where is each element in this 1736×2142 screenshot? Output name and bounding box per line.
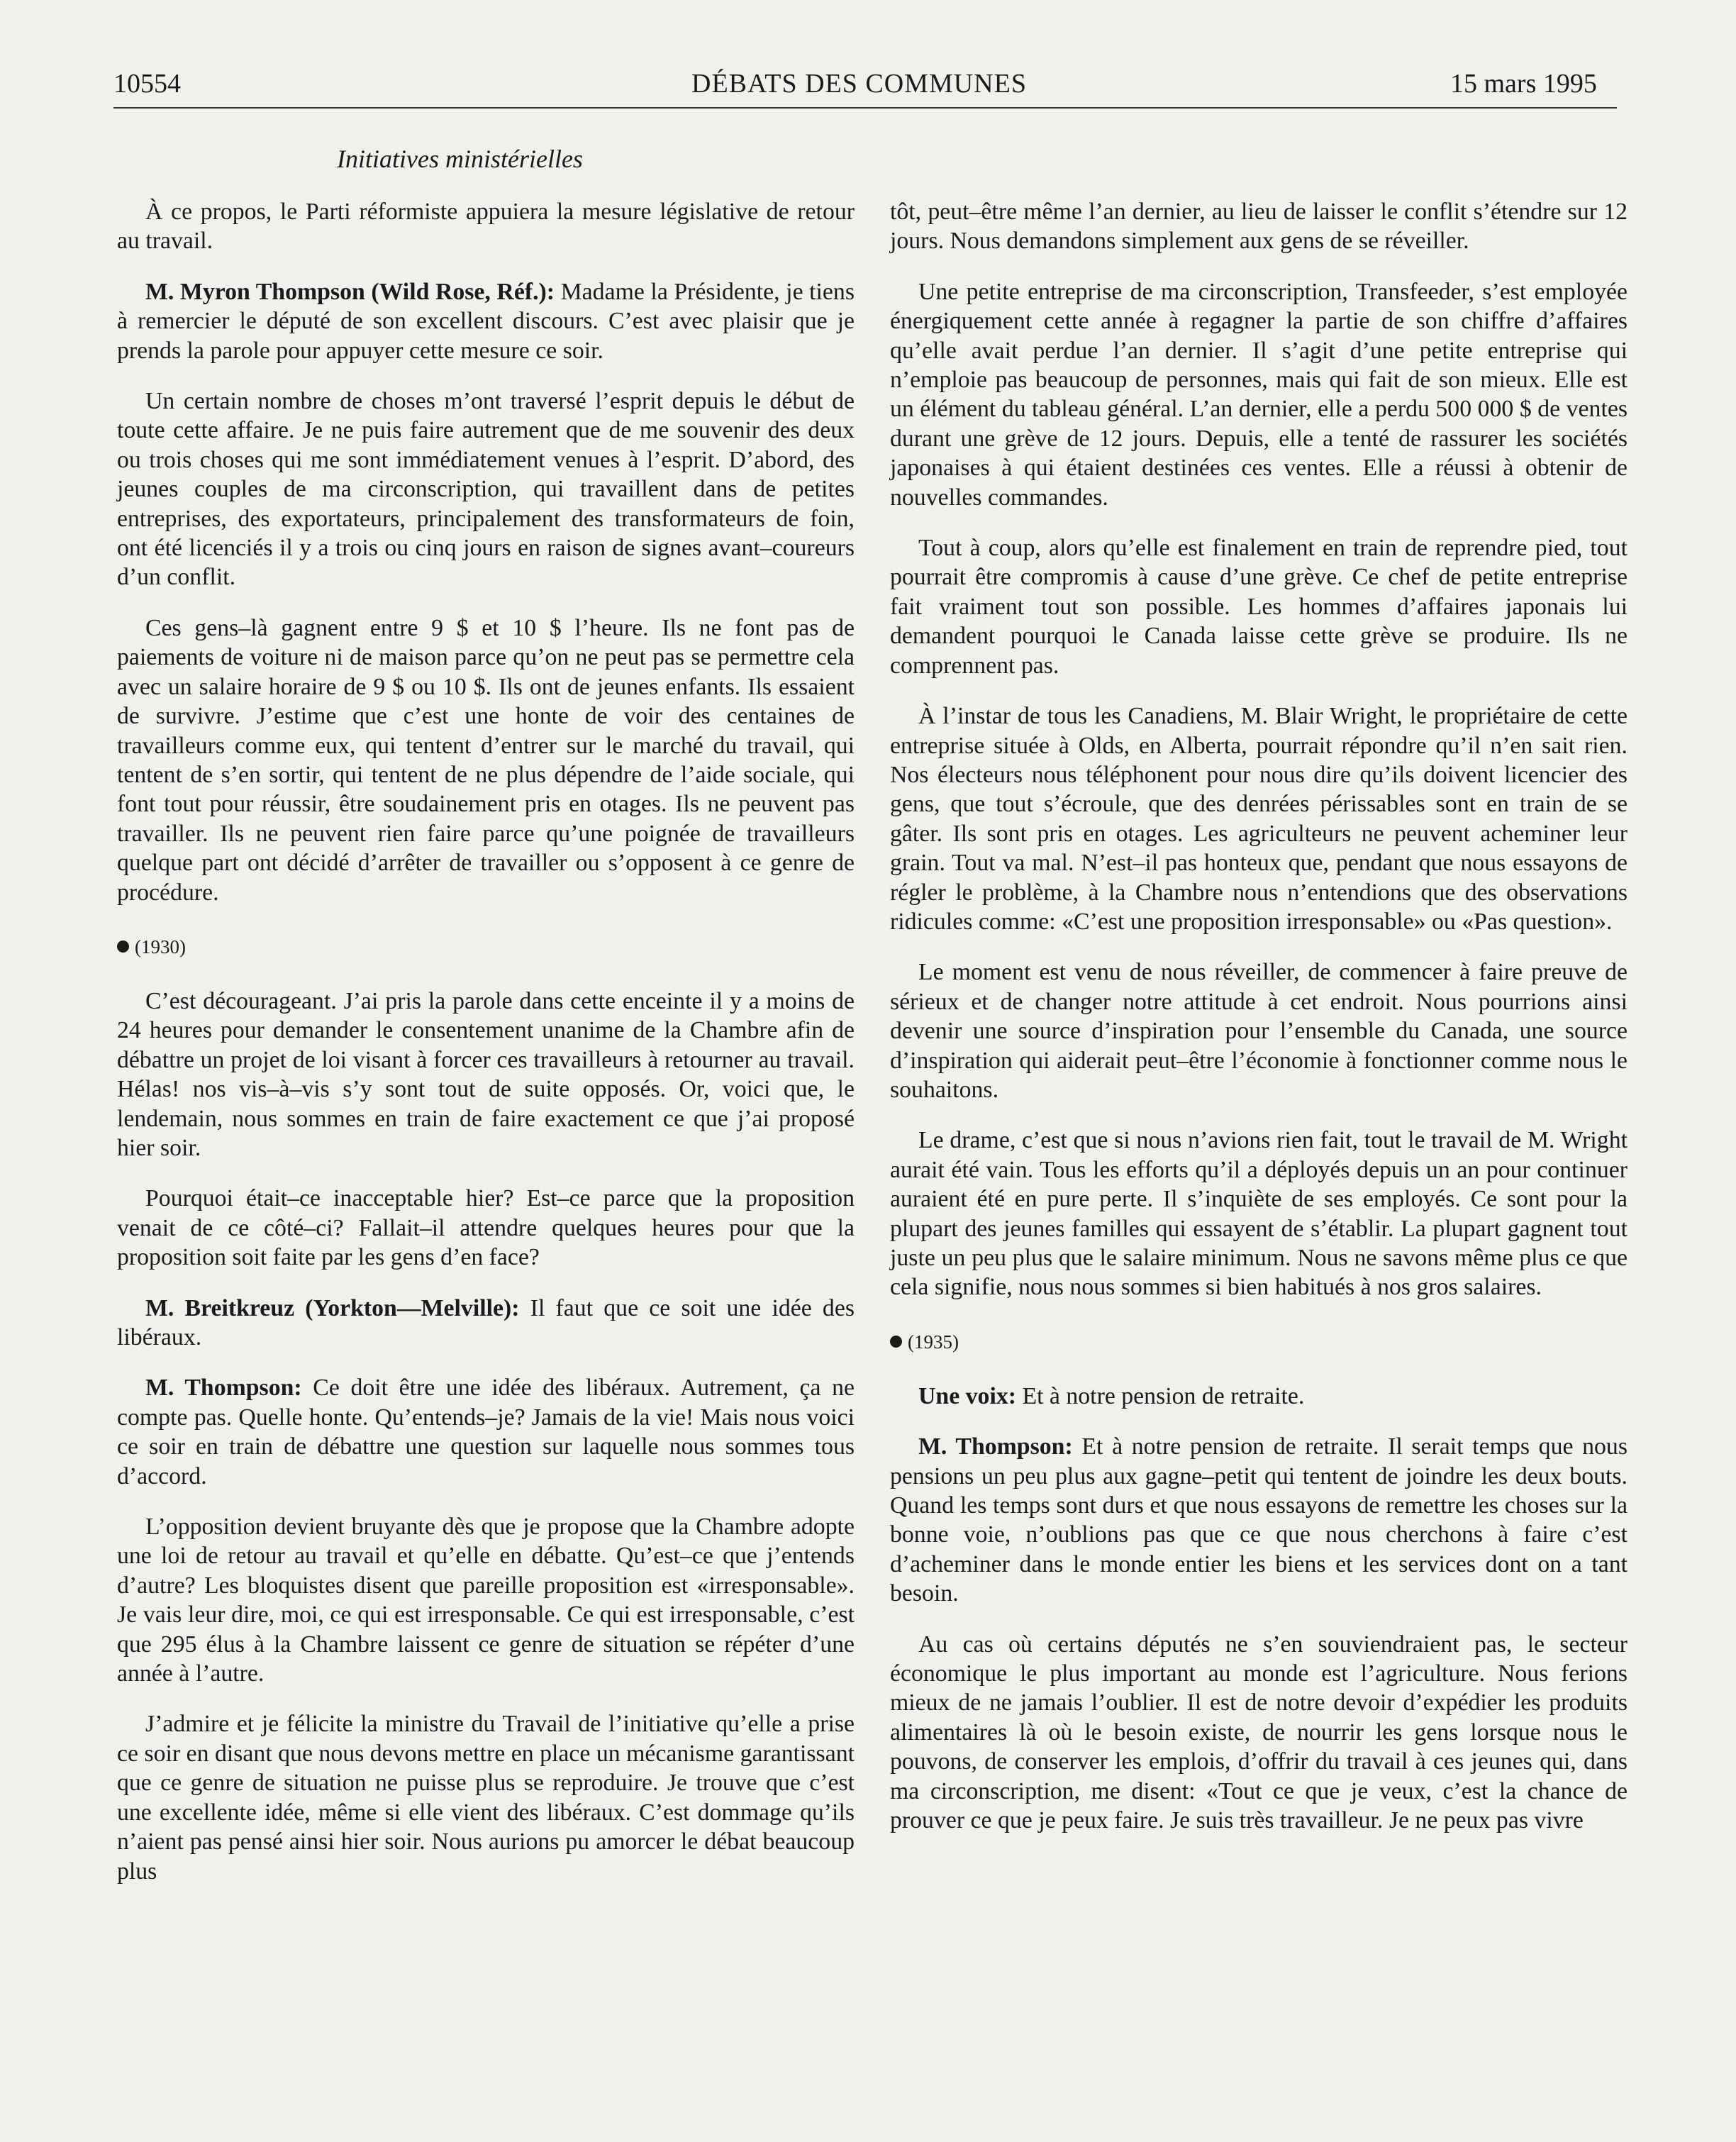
paragraph: Ces gens–là gagnent entre 9 $ et 10 $ l’heure. Ils ne font pas de paiements de voiture ni de maison parce qu’on ne peut pas se permettre cela avec un salaire horaire de 9 $ ou 10 $. Ils ont de jeunes enfants. Ils essaient de survivre. J’estime que c’est une honte de voir des centaines de travailleurs comme eux, qui tentent d’entrer sur le marché du travail, qui tentent de s’en sortir, qui tentent de ne plus dépendre de l’aide sociale, qui font tout pour réussir, être soudainement pris en otages. Ils ne peuvent pas travailler. Ils ne peuvent rien faire parce qu’une poignée de travailleurs quelque part ont décidé d’arrêter de travailler ou s’opposent à ce genre de procédure.	[117, 614, 855, 906]
bullet-icon	[890, 1336, 902, 1348]
paragraph: Le drame, c’est que si nous n’avions rien fait, tout le travail de M. Wright aurait été vain. Tous les efforts qu’il a déployés depuis un an pour continuer auraient été en pure perte. Il s’inquiète de ses employés. Ce sont pour la plupart des jeunes familles qui essayent de s’établir. La plupart gagnent tout juste un peu plus que le salaire minimum. Nous ne savons même plus ce que cela signifie, nous nous sommes si bien habitués à nos gros salaires.	[890, 1127, 1628, 1301]
bullet-icon	[117, 940, 129, 953]
speaker-name: M. Myron Thompson (Wild Rose, Réf.):	[145, 278, 555, 305]
paragraph: Le moment est venu de nous réveiller, de commencer à faire preuve de sérieux et de changer notre attitude à cet endroit. Nous pourrions ainsi devenir une source d’inspiration pour l’ensemble du Canada, une source d’inspiration qui aiderait peut–être l’économie à fonctionner comme nous le souhaitons.	[890, 959, 1628, 1103]
speaker-name: M. Breitkreuz (Yorkton—Melville):	[145, 1294, 520, 1321]
paragraph: Pourquoi était–ce inacceptable hier? Est–ce parce que la proposition venait de ce côté–ci? Fallait–il attendre quelques heures pour que la proposition soit faite par les gens d’en face?	[117, 1185, 855, 1271]
paragraph	[890, 1382, 1628, 1411]
publication-title: DÉBATS DES COMMUNES	[691, 69, 1027, 99]
paragraph: C’est décourageant. J’ai pris la parole dans cette enceinte il y a moins de 24 heures pour demander le consentement unanime de la Chambre afin de débattre un projet de loi visant à forcer ces travailleurs à retourner au travail. Hélas! nos vis–à–vis s’y sont tout de suite opposés. Or, voici que, le lendemain, nous sommes en train de faire exactement ce que j’ai proposé hier soir.	[117, 987, 855, 1161]
header-rule	[113, 107, 1617, 109]
timestamp	[890, 1331, 1628, 1353]
paragraph	[890, 1432, 1628, 1608]
speech-text: Madame la Présidente, je tiens à remercier le député de son excellent discours. C’est avec plaisir que je prends la parole pour appuyer cette mesure ce soir.	[117, 278, 855, 364]
speaker-name: M. Thompson:	[145, 1375, 302, 1402]
paragraph: Une petite entreprise de ma circonscription, Transfeeder, s’est employée énergiquement cette année à regagner la partie de son chiffre d’affaires qu’elle avait perdue l’an dernier. Il s’agit d’une petite entreprise qui n’emploie pas beaucoup de personnes, mais qui fait de son mieux. Elle est un élément du tableau général. L’an dernier, elle a perdu 500 000 $ de ventes durant une grève de 12 jours. Depuis, elle a tenté de rassurer les sociétés japonaises à qui étaient destinées ces ventes. Elle a réussi à obtenir de nouvelles commandes.	[890, 278, 1628, 511]
paragraph	[117, 277, 855, 365]
timestamp-text: (1930)	[135, 936, 186, 958]
speech-text: Il faut que ce soit une idée des libéraux.	[117, 1294, 855, 1350]
paragraph: Un certain nombre de choses m’ont traversé l’esprit depuis le début de toute cette affaire. Je ne puis faire autrement que de me souvenir des deux ou trois choses qui me sont immédiatement venues à l’esprit. D’abord, des jeunes couples de ma circonscription, qui travaillent dans de petites entreprises, des exportateurs, principalement des transformateurs de foin, ont été licenciés il y a trois ou cinq jours en raison de signes avant–coureurs d’un conflit.	[117, 388, 855, 591]
paragraph: Au cas où certains députés ne s’en souviendraient pas, le secteur économique le plus important au monde est l’agriculture. Nous ferions mieux de ne jamais l’oublier. Il est de notre devoir d’expédier les produits alimentaires là où le besoin existe, de nourrir les gens lorsque nous le pouvons, de conserver les emplois, d’offrir du travail à ces jeunes qui, dans ma circonscription, me disent: «Tout ce que je veux, c’est la chance de prouver ce que je peux faire. Je suis très travailleur. Je ne peux pas vivre	[890, 1631, 1628, 1834]
right-column	[890, 197, 1628, 1857]
paragraph: Tout à coup, alors qu’elle est finalement en train de reprendre pied, tout pourrait être compromis à cause d’une grève. Ce chef de petite entreprise fait vraiment tout son possible. Les hommes d’affaires japonais lui demandent pourquoi le Canada laisse cette grève se produire. Ils ne comprennent pas.	[890, 535, 1628, 679]
paragraph	[117, 1373, 855, 1491]
speaker-name: M. Thompson:	[918, 1433, 1073, 1460]
paragraph	[117, 1294, 855, 1353]
paragraph: À l’instar de tous les Canadiens, M. Blair Wright, le propriétaire de cette entreprise située à Olds, en Alberta, pourrait répondre qu’il n’en sait rien. Nos électeurs nous téléphonent pour nous dire qu’ils doivent licencier des gens, que tout s’écroule, que des denrées périssables sont en train de se gâter. Ils sont pris en otages. Les agriculteurs ne peuvent acheminer leur grain. Tout va mal. N’est–il pas honteux que, pendant que nous essayons de régler le problème, à la Chambre nous n’entendions que des observations ridicules comme: «C’est une proposition irresponsable» ou «Pas question».	[890, 703, 1628, 935]
paragraph: J’admire et je félicite la ministre du Travail de l’initiative qu’elle a prise ce soir en disant que nous devons mettre en place un mécanisme garantissant que ce genre de situation ne puisse plus se reproduire. Je trouve que c’est une excellente idée, même si elle vient des libéraux. C’est dommage qu’ils n’aient pas pensé ainsi hier soir. Nous aurions pu amorcer le débat beaucoup plus	[117, 1711, 855, 1885]
speaker-name: Une voix:	[918, 1382, 1016, 1409]
publication-date: 15 mars 1995	[1450, 69, 1597, 99]
speech-text: Et à notre pension de retraite.	[1016, 1382, 1305, 1409]
page-number: 10554	[113, 69, 181, 99]
paragraph: À ce propos, le Parti réformiste appuiera la mesure législative de retour au travail.	[117, 199, 855, 255]
speech-text: Et à notre pension de retraite. Il serait temps que nous pensions un peu plus aux gagne–petit qui tentent de joindre les deux bouts. Quand les temps sont durs et que nous essayons de remettre les choses sur la bonne voie, n’oublions pas que ce que nous cherchons à faire c’est d’acheminer dans le monde entier les biens et les services dont on a tant besoin.	[890, 1433, 1628, 1607]
left-column	[117, 197, 855, 1907]
speech-text: Ce doit être une idée des libéraux. Autrement, ça ne compte pas. Quelle honte. Qu’entends–je? Jamais de la vie! Mais nous voici ce soir en train de débattre une question sur laquelle nous sommes tous d’accord.	[117, 1375, 855, 1489]
timestamp	[117, 936, 855, 958]
paragraph: L’opposition devient bruyante dès que je propose que la Chambre adopte une loi de retour au travail et qu’elle en débatte. Qu’est–ce que j’entends d’autre? Les bloquistes disent que pareille proposition est «irresponsable». Je vais leur dire, moi, ce qui est irresponsable. Ce qui est irresponsable, c’est que 295 élus à la Chambre laissent ce genre de situation se répéter d’une année à l’autre.	[117, 1514, 855, 1687]
section-title: Initiatives ministérielles	[337, 145, 583, 173]
timestamp-text: (1935)	[908, 1331, 959, 1353]
paragraph: tôt, peut–être même l’an dernier, au lieu de laisser le conflit s’étendre sur 12 jours. Nous demandons simplement aux gens de se réveiller.	[890, 199, 1628, 255]
